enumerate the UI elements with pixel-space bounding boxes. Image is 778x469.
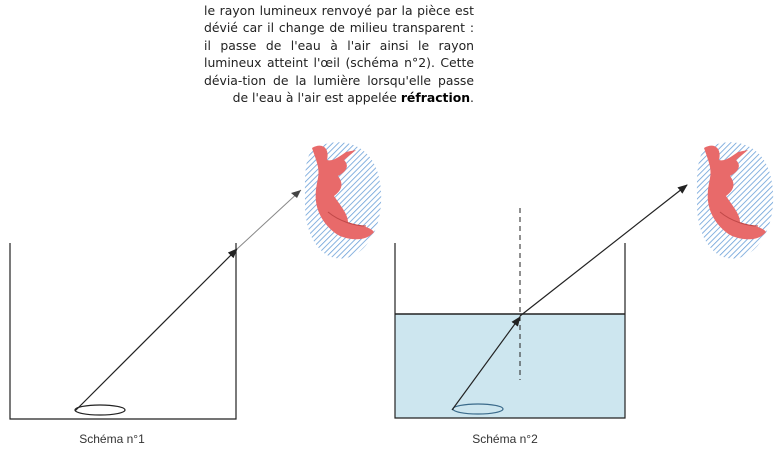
sight-line xyxy=(237,190,301,249)
caption-2: Schéma n°2 xyxy=(472,432,538,446)
paragraph-end: . xyxy=(470,90,474,106)
light-ray xyxy=(75,249,237,411)
face-icon xyxy=(697,142,773,258)
caption-1: Schéma n°1 xyxy=(79,432,145,446)
empty-container xyxy=(10,243,236,419)
coin xyxy=(75,405,125,415)
water xyxy=(395,314,625,418)
paragraph-text: le rayon lumineux renvoyé par la pièce est dévié car il change de milieu transparent : il passe de l'eau à l'air ainsi le rayon lumineux atteint l'œil (schéma n°2). Cette dévia-tion de la lumière lorsqu'elle passe de l'eau à l'air est appelée xyxy=(204,3,474,106)
sight-arrowhead xyxy=(291,190,301,198)
diagram-2 xyxy=(395,142,773,446)
face-icon xyxy=(305,142,381,258)
refraction-term: réfraction xyxy=(400,90,471,106)
refracted-ray xyxy=(520,185,687,316)
diagram-1 xyxy=(10,142,381,446)
